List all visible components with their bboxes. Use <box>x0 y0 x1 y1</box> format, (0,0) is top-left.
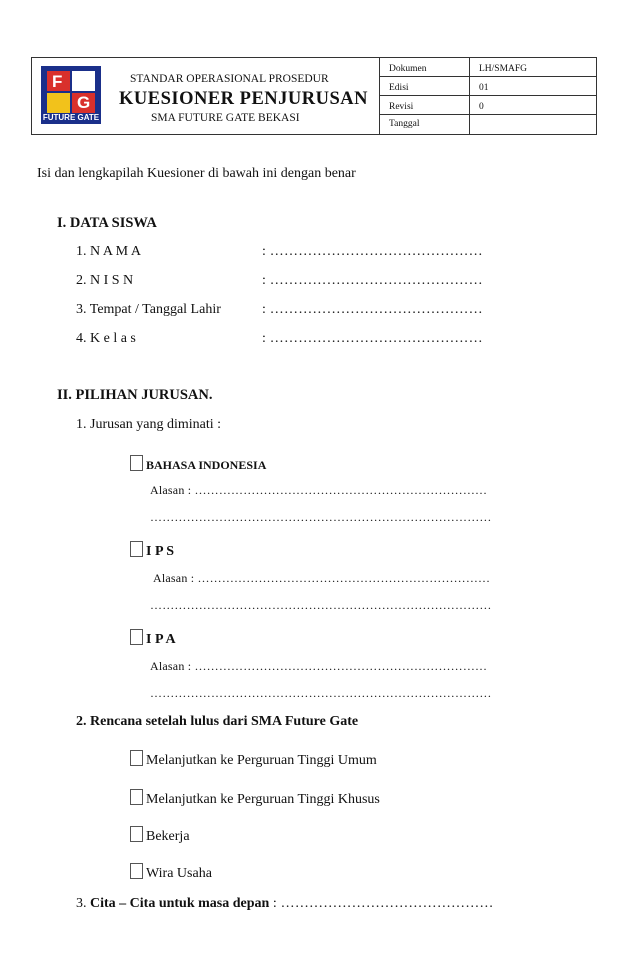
cita-cita-input[interactable]: : ……………………………………… <box>272 896 494 911</box>
field-nisn-label: 2. N I S N <box>76 273 134 288</box>
header-line-3: SMA FUTURE GATE BEKASI <box>151 112 300 124</box>
option-label: I P S <box>146 544 175 559</box>
checkbox-ips[interactable] <box>130 541 143 557</box>
alasan-line-2-ips[interactable]: ………………………………………………………………………… <box>150 598 492 612</box>
field-ttl-label: 3. Tempat / Tanggal Lahir <box>76 302 221 317</box>
instruction-text: Isi dan lengkapilah Kuesioner di bawah ini dengan benar <box>37 166 356 181</box>
doc-label-revisi: Revisi <box>389 102 414 112</box>
checkbox-ptk[interactable] <box>130 789 143 805</box>
question-3-number: 3. <box>76 896 87 911</box>
header-line-1: STANDAR OPERASIONAL PROSEDUR <box>130 73 329 85</box>
section-2-heading: II. PILIHAN JURUSAN. <box>57 387 213 403</box>
field-kelas-label: 4. K e l a s <box>76 331 136 346</box>
question-2: 2. Rencana setelah lulus dari SMA Future Gate <box>76 714 359 729</box>
plan-label: Bekerja <box>146 829 190 844</box>
checkbox-ptu[interactable] <box>130 750 143 766</box>
doc-value-revisi: 0 <box>479 102 484 112</box>
plan-label: Melanjutkan ke Perguruan Tinggi Umum <box>146 753 377 768</box>
question-3-label: Cita – Cita untuk masa depan <box>90 896 270 911</box>
page-title: KUESIONER PENJURUSAN <box>119 89 368 109</box>
alasan-ipa[interactable]: Alasan : ……………………………………………………………… <box>150 659 488 673</box>
field-nisn-input[interactable]: : ……………………………………… <box>262 273 483 288</box>
checkbox-bahasa-indonesia[interactable] <box>130 455 143 471</box>
option-label: I P A <box>146 632 176 647</box>
logo-text: FUTURE GATE <box>42 113 100 122</box>
option-bahasa-indonesia[interactable] <box>130 455 266 474</box>
field-ttl-input[interactable]: : ……………………………………… <box>262 302 483 317</box>
option-ipa[interactable] <box>130 629 176 648</box>
doc-value-edisi: 01 <box>479 83 489 93</box>
doc-value-dokumen: LH/SMAFG <box>479 64 528 74</box>
logo-letter-f: F <box>52 72 63 91</box>
field-nama-input[interactable]: : ……………………………………… <box>262 244 483 259</box>
doc-label-edisi: Edisi <box>389 83 409 93</box>
plan-label: Wira Usaha <box>146 866 212 881</box>
doc-label-dokumen: Dokumen <box>389 64 427 74</box>
doc-label-tanggal: Tanggal <box>389 119 420 129</box>
option-ips[interactable] <box>130 541 174 560</box>
plan-ptk[interactable] <box>130 789 380 808</box>
plan-label: Melanjutkan ke Perguruan Tinggi Khusus <box>146 792 380 807</box>
question-3 <box>76 896 494 912</box>
alasan-ips[interactable]: Alasan : ……………………………………………………………… <box>153 571 491 585</box>
checkbox-bekerja[interactable] <box>130 826 143 842</box>
question-1: 1. Jurusan yang diminati : <box>76 417 222 432</box>
option-label: BAHASA INDONESIA <box>146 458 267 472</box>
plan-wira-usaha[interactable] <box>130 863 212 882</box>
plan-ptu[interactable] <box>130 750 377 769</box>
checkbox-ipa[interactable] <box>130 629 143 645</box>
logo-letter-g: G <box>77 93 91 112</box>
plan-bekerja[interactable] <box>130 826 190 845</box>
future-gate-logo <box>41 66 101 124</box>
section-1-heading: I. DATA SISWA <box>57 215 157 231</box>
alasan-line-2-bahasa-indonesia[interactable]: ………………………………………………………………………… <box>150 510 492 524</box>
alasan-line-2-ipa[interactable]: ………………………………………………………………………… <box>150 686 492 700</box>
field-kelas-input[interactable]: : ……………………………………… <box>262 331 483 346</box>
field-nama-label: 1. N A M A <box>76 244 141 259</box>
alasan-bahasa-indonesia[interactable]: Alasan : ……………………………………………………………… <box>150 483 488 497</box>
checkbox-wira-usaha[interactable] <box>130 863 143 879</box>
